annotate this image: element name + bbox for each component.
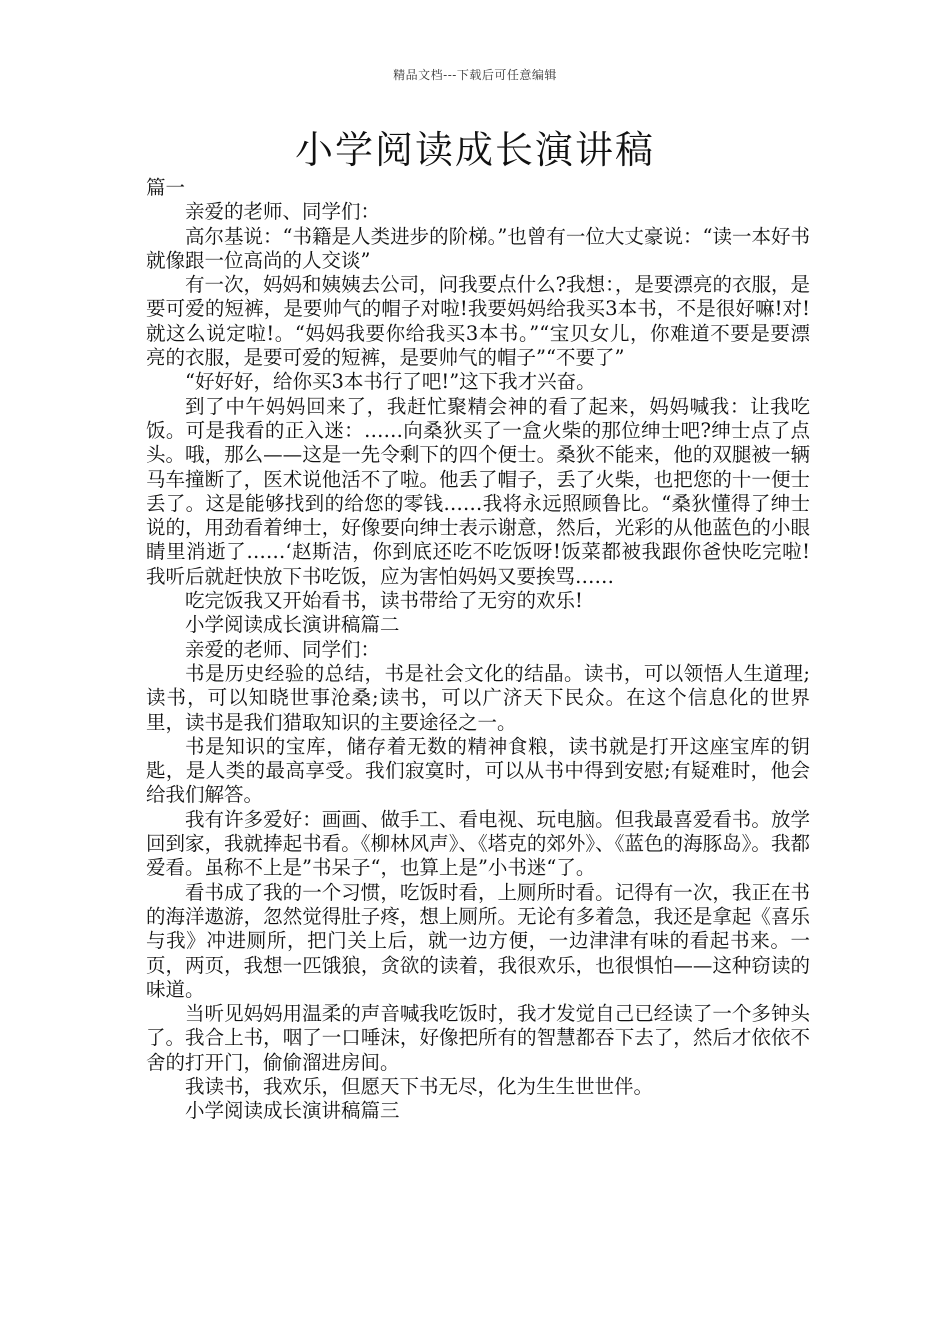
paragraph: 看书成了我的一个习惯，吃饭时看，上厕所时看。记得有一次，我正在书的海洋遨游，忽然觉得肚子疼，想上厕所。无论有多着急，我还是拿起《喜乐与我》冲进厕所，把门关上后，就一边方便，一边津津有味的看起书来。一页，两页，我想一匹饿狼，贪欲的读着，我很欢乐，也很惧怕——这种窃读的味道。: [146, 880, 810, 1001]
document-body: [146, 176, 810, 1124]
paragraph-section-label: 篇一: [146, 176, 186, 199]
paragraph: 有一次，妈妈和姨姨去公司，问我要点什么?我想：，是要漂亮的衣服，是要可爱的短裤，是要帅气的帽子对啦!我要妈妈给我买3本书，不是很好嘛!对!就这么说定啦!。“妈妈我要你给我买3本书。”“宝贝女儿，你难道不要是要漂亮的衣服，是要可爱的短裤，是要帅气的帽子”“不要了”: [146, 273, 810, 370]
document-title: 小学阅读成长演讲稿: [294, 128, 655, 172]
section-heading: 小学阅读成长演讲稿篇二: [185, 613, 400, 637]
section-heading: 小学阅读成长演讲稿篇三: [185, 1099, 400, 1123]
paragraph-salutation: 亲爱的老师、同学们：: [185, 637, 381, 661]
paragraph: 我有许多爱好：画画、做手工、看电视、玩电脑。但我最喜爱看书。放学回到家，我就捧起书看。《柳林风声》、《塔克的郊外》、《蓝色的海豚岛》。我都爱看。虽称不上是”书呆子“，也算上是”小书迷“了。: [146, 807, 810, 880]
paragraph: 书是知识的宝库，储存着无数的精神食粮，读书就是打开这座宝库的钥匙，是人类的最高享受。我们寂寞时，可以从书中得到安慰;有疑难时，他会给我们解答。: [146, 734, 810, 807]
page-header: 精品文档---下载后可任意编辑: [393, 68, 557, 82]
paragraph: 吃完饭我又开始看书，读书带给了无穷的欢乐!: [185, 589, 583, 613]
paragraph: 高尔基说：“书籍是人类进步的阶梯。”也曾有一位大丈豪说：“读一本好书就像跟一位高尚的人交谈”: [146, 224, 810, 272]
paragraph: 到了中午妈妈回来了，我赶忙聚精会神的看了起来，妈妈喊我：让我吃饭。可是我看的正入迷：……向桑狄买了一盒火柴的那位绅士吧?绅士点了点头。哦，那么——这是一先令剩下的四个便士。桑狄不能来，他的双腿被一辆马车撞断了，医术说他活不了啦。他丢了帽子，丢了火柴，也把您的十一便士丢了。这是能够找到的给您的零钱……我将永远照顾鲁比。“桑狄懂得了绅士说的，用劲看着绅士，好像要向绅士表示谢意，然后，光彩的从他蓝色的小眼睛里消逝了……‘赵斯洁，你到底还吃不吃饭呀!饭菜都被我跟你爸快吃完啦!我听后就赶快放下书吃饭，应为害怕妈妈又要挨骂……: [146, 394, 810, 588]
paragraph: 书是历史经验的总结，书是社会文化的结晶。读书，可以领悟人生道理;读书，可以知晓世事沧桑;读书，可以广济天下民众。在这个信息化的世界里，读书是我们猎取知识的主要途径之一。: [146, 661, 810, 734]
paragraph-salutation: 亲爱的老师、同学们：: [185, 200, 381, 224]
paragraph: 当听见妈妈用温柔的声音喊我吃饭时，我才发觉自己已经读了一个多钟头了。我合上书，咽了一口唾沫，好像把所有的智慧都吞下去了，然后才依依不舍的打开门，偷偷溜进房间。: [146, 1002, 810, 1074]
paragraph: “好好好，给你买3本书行了吧!”这下我才兴奋。: [185, 370, 596, 394]
paragraph: 我读书，我欢乐，但愿天下书无尽，化为生生世世伴。: [185, 1074, 654, 1098]
